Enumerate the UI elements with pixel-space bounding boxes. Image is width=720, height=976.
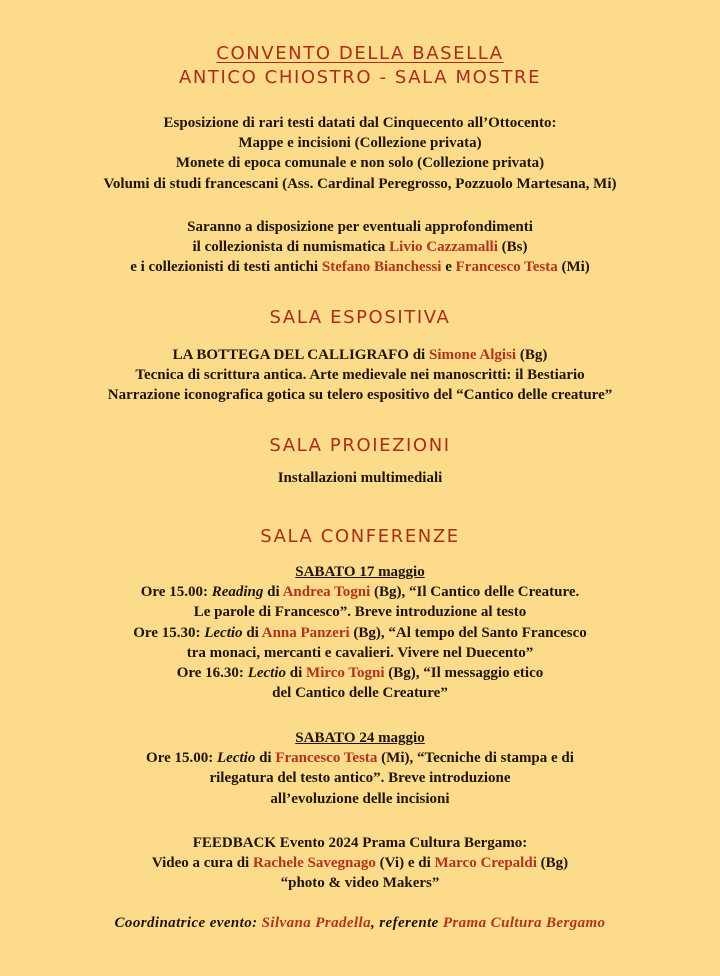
text-segment: LA BOTTEGA DEL CALLIGRAFO di xyxy=(172,347,429,363)
name-highlight: Anna Panzeri xyxy=(261,624,350,641)
text-segment: Reading xyxy=(211,584,264,601)
text-segment: (Bg) xyxy=(536,855,569,872)
text-line xyxy=(0,174,720,194)
sala-conferenze-heading xyxy=(0,525,720,549)
text-segment: SALA CONFERENZE xyxy=(260,526,460,547)
text-line xyxy=(0,683,720,703)
name-highlight: Francesco Testa xyxy=(455,259,558,276)
name-highlight: Rachele Savegnago xyxy=(252,855,376,872)
text-line xyxy=(0,833,720,853)
text-line xyxy=(0,663,720,683)
title-heading xyxy=(0,42,720,90)
text-line xyxy=(0,113,720,133)
text-segment: (Bg), “Il Cantico delle Creature. xyxy=(370,584,580,601)
saturday-17-program xyxy=(0,562,720,703)
text-line xyxy=(0,153,720,173)
text-line xyxy=(0,582,720,602)
text-segment: e xyxy=(441,259,456,276)
text-segment: FEEDBACK Evento 2024 Prama Cultura Bergamo: xyxy=(192,835,528,851)
text-line xyxy=(0,789,720,809)
sala-espositiva-text xyxy=(0,345,720,406)
text-segment: (Bg), “Il messaggio etico xyxy=(384,665,544,682)
text-segment: tra monaci, mercanti e cavalieri. Vivere nel Duecento” xyxy=(186,644,534,661)
text-line xyxy=(0,768,720,788)
name-highlight: Mirco Togni xyxy=(306,665,385,682)
name-highlight: Stefano Bianchessi xyxy=(321,259,442,276)
text-segment: all’evoluzione delle incisioni xyxy=(270,790,450,807)
name-highlight: Andrea Togni xyxy=(282,584,371,601)
name-highlight: Francesco Testa xyxy=(275,750,378,767)
name-highlight: Livio Cazzamalli xyxy=(389,239,498,256)
text-segment: Narrazione iconografica gotica su telero espositivo del “Cantico delle creature” xyxy=(107,387,613,404)
text-segment: “photo & video Makers” xyxy=(280,875,440,892)
heading-line xyxy=(0,525,720,549)
text-segment: (Bg), “Al tempo del Santo Francesco xyxy=(349,624,587,641)
text-segment: SABATO 24 maggio xyxy=(295,730,425,746)
text-segment: Lectio xyxy=(247,665,287,682)
text-line xyxy=(0,217,720,237)
text-segment: SALA PROIEZIONI xyxy=(269,435,451,456)
text-segment: Lectio xyxy=(204,624,243,641)
name-highlight: Silvana Pradella xyxy=(261,915,371,931)
text-segment: rilegatura del testo antico”. Breve introduzione xyxy=(209,770,511,787)
text-line xyxy=(0,853,720,873)
text-segment: Tecnica di scrittura antica. Arte medievale nei manoscritti: il Bestiario xyxy=(135,367,585,384)
text-segment: (Mi) xyxy=(557,259,590,276)
text-line xyxy=(0,468,720,488)
sala-espositiva-heading xyxy=(0,306,720,330)
text-segment: e i collezionisti di testi antichi xyxy=(130,259,322,276)
text-segment: CONVENTO DELLA BASELLA xyxy=(216,43,504,64)
text-segment: (Bg) xyxy=(516,347,548,363)
feedback-paragraph xyxy=(0,833,720,894)
text-segment: Installazioni multimediali xyxy=(277,470,443,486)
text-segment: di xyxy=(255,750,276,767)
text-line xyxy=(0,237,720,257)
text-segment: Volumi di studi francescani (Ass. Cardinal Peregrosso, Pozzuolo Martesana, Mi) xyxy=(103,175,617,192)
text-line xyxy=(0,257,720,277)
text-line xyxy=(0,385,720,405)
text-segment: Ore 16.30: xyxy=(176,665,248,682)
text-segment: Le parole di Francesco”. Breve introduzione al testo xyxy=(193,604,527,621)
text-segment: SALA ESPOSITIVA xyxy=(269,307,451,328)
text-segment: Monete di epoca comunale e non solo (Collezione privata) xyxy=(175,155,545,172)
text-line xyxy=(0,562,720,582)
collectors-paragraph xyxy=(0,217,720,278)
text-segment: SABATO 17 maggio xyxy=(295,564,425,580)
sala-proiezioni-heading xyxy=(0,434,720,458)
text-segment: ANTICO CHIOSTRO - SALA MOSTRE xyxy=(178,67,542,88)
text-line xyxy=(0,643,720,663)
exhibition-description xyxy=(0,113,720,194)
text-segment: Saranno a disposizione per eventuali approfondimenti xyxy=(187,219,533,235)
text-line xyxy=(0,728,720,748)
text-line xyxy=(0,913,720,933)
text-segment: (Mi), “Tecniche di stampa e di xyxy=(377,750,574,767)
text-segment: del Cantico delle Creature” xyxy=(272,685,448,702)
text-segment: , referente xyxy=(370,915,443,931)
text-segment: Esposizione di rari testi datati dal Cinquecento all’Ottocento: xyxy=(163,115,557,131)
text-segment: Ore 15.30: xyxy=(133,624,205,641)
text-segment: di xyxy=(242,624,262,641)
text-segment: Video a cura di xyxy=(151,855,253,872)
text-line xyxy=(0,873,720,893)
text-line xyxy=(0,602,720,622)
text-segment: Coordinatrice evento: xyxy=(114,915,262,931)
text-line xyxy=(0,345,720,365)
heading-line xyxy=(0,434,720,458)
text-segment: di xyxy=(286,665,307,682)
text-segment: Mappe e incisioni (Collezione privata) xyxy=(238,135,482,152)
text-line xyxy=(0,365,720,385)
name-highlight: Marco Crepaldi xyxy=(434,855,537,872)
sala-proiezioni-text xyxy=(0,468,720,488)
coordinator-line xyxy=(0,913,720,933)
text-line xyxy=(0,748,720,768)
text-segment: (Vi) e di xyxy=(375,855,435,872)
text-segment: (Bs) xyxy=(497,239,528,256)
text-segment: di xyxy=(263,584,283,601)
text-segment: Ore 15.00: xyxy=(146,750,217,767)
text-segment: il collezionista di numismatica xyxy=(192,239,390,256)
heading-line xyxy=(0,306,720,330)
text-segment: Ore 15.00: xyxy=(140,584,212,601)
saturday-24-program xyxy=(0,728,720,809)
heading-line xyxy=(0,66,720,90)
heading-line xyxy=(0,42,720,66)
text-line xyxy=(0,623,720,643)
text-line xyxy=(0,133,720,153)
name-highlight: Simone Algisi xyxy=(428,347,517,363)
text-segment: Lectio xyxy=(217,750,256,767)
name-highlight: Prama Cultura Bergamo xyxy=(442,915,606,931)
